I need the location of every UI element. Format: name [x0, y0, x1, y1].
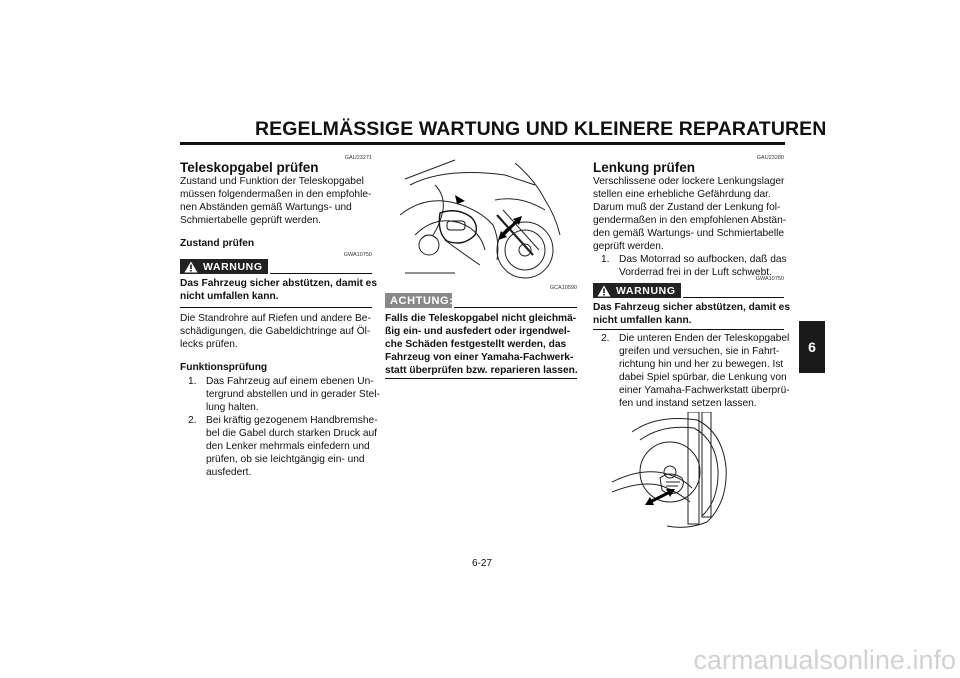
- warning-end-rule: [180, 307, 372, 308]
- warning-code: GWA10750: [755, 276, 784, 282]
- warning-rule: [270, 273, 372, 274]
- caution-code: GCA10590: [549, 285, 577, 291]
- warning-label-box: WARNUNG: [593, 283, 681, 298]
- subheading-condition: Zustand prüfen: [180, 238, 255, 249]
- header-rule: [180, 142, 785, 145]
- watermark: carmanualsonline.info: [693, 645, 956, 675]
- right-intro-paragraph: Verschlissene oder lockere Lenkungslager stellen eine erhebliche Gefährdung dar. Darum muß der Zustand der Lenkung fol- gendermaßen in den empfohlenen Abstän- den gemäß Wartungs- und Schmiertabelle geprüft werden.: [593, 176, 787, 253]
- steering-check-illustration: [612, 412, 732, 530]
- section-title-steering: Lenkung prüfen: [593, 160, 695, 175]
- condition-paragraph: Die Standrohre auf Riefen und andere Be- schädigungen, die Gabeldichtringe auf Öl- lecks prüfen.: [180, 313, 371, 351]
- caution-text: Falls die Teleskopgabel nicht gleichmä- ßig ein- und ausfedert oder irgendwel- che Schäden festgestellt werden, das Fahrzeug von einer Yamaha-Fachwerk- statt überprüfen bzw. reparieren lassen.: [385, 313, 578, 377]
- section-code: GAU23271: [344, 155, 372, 161]
- left-intro-paragraph: Zustand und Funktion der Teleskopgabel müssen folgendermaßen in den empfohle- nen Abständen gemäß Wartungs- und Schmiertabelle geprüft werden.: [180, 176, 372, 227]
- warning-rule: [683, 297, 784, 298]
- warning-end-rule: [593, 329, 784, 330]
- warning-triangle-icon: [184, 261, 198, 273]
- chapter-tab: 6: [799, 321, 825, 373]
- subheading-function-check: Funktionsprüfung: [180, 362, 268, 373]
- left-warning-text: Das Fahrzeug sicher abstützen, damit es nicht umfallen kann.: [180, 278, 378, 303]
- right-warning-text: Das Fahrzeug sicher abstützen, damit es nicht umfallen kann.: [593, 302, 791, 327]
- section-code: GAU23280: [756, 155, 784, 161]
- page-title: REGELMÄSSIGE WARTUNG UND KLEINERE REPARATUREN: [255, 118, 827, 140]
- section-title-telescopic-fork: Teleskopgabel prüfen: [180, 160, 319, 175]
- caution-label-box: ACHTUNG:: [385, 293, 452, 308]
- caution-rule: [454, 307, 577, 308]
- caution-end-rule: [385, 378, 577, 379]
- page-number: 6-27: [471, 558, 492, 569]
- warning-triangle-icon: [597, 285, 611, 297]
- motorcycle-fork-illustration: [385, 155, 575, 283]
- warning-label-box: WARNUNG: [180, 259, 268, 274]
- warning-code: GWA10750: [343, 252, 372, 258]
